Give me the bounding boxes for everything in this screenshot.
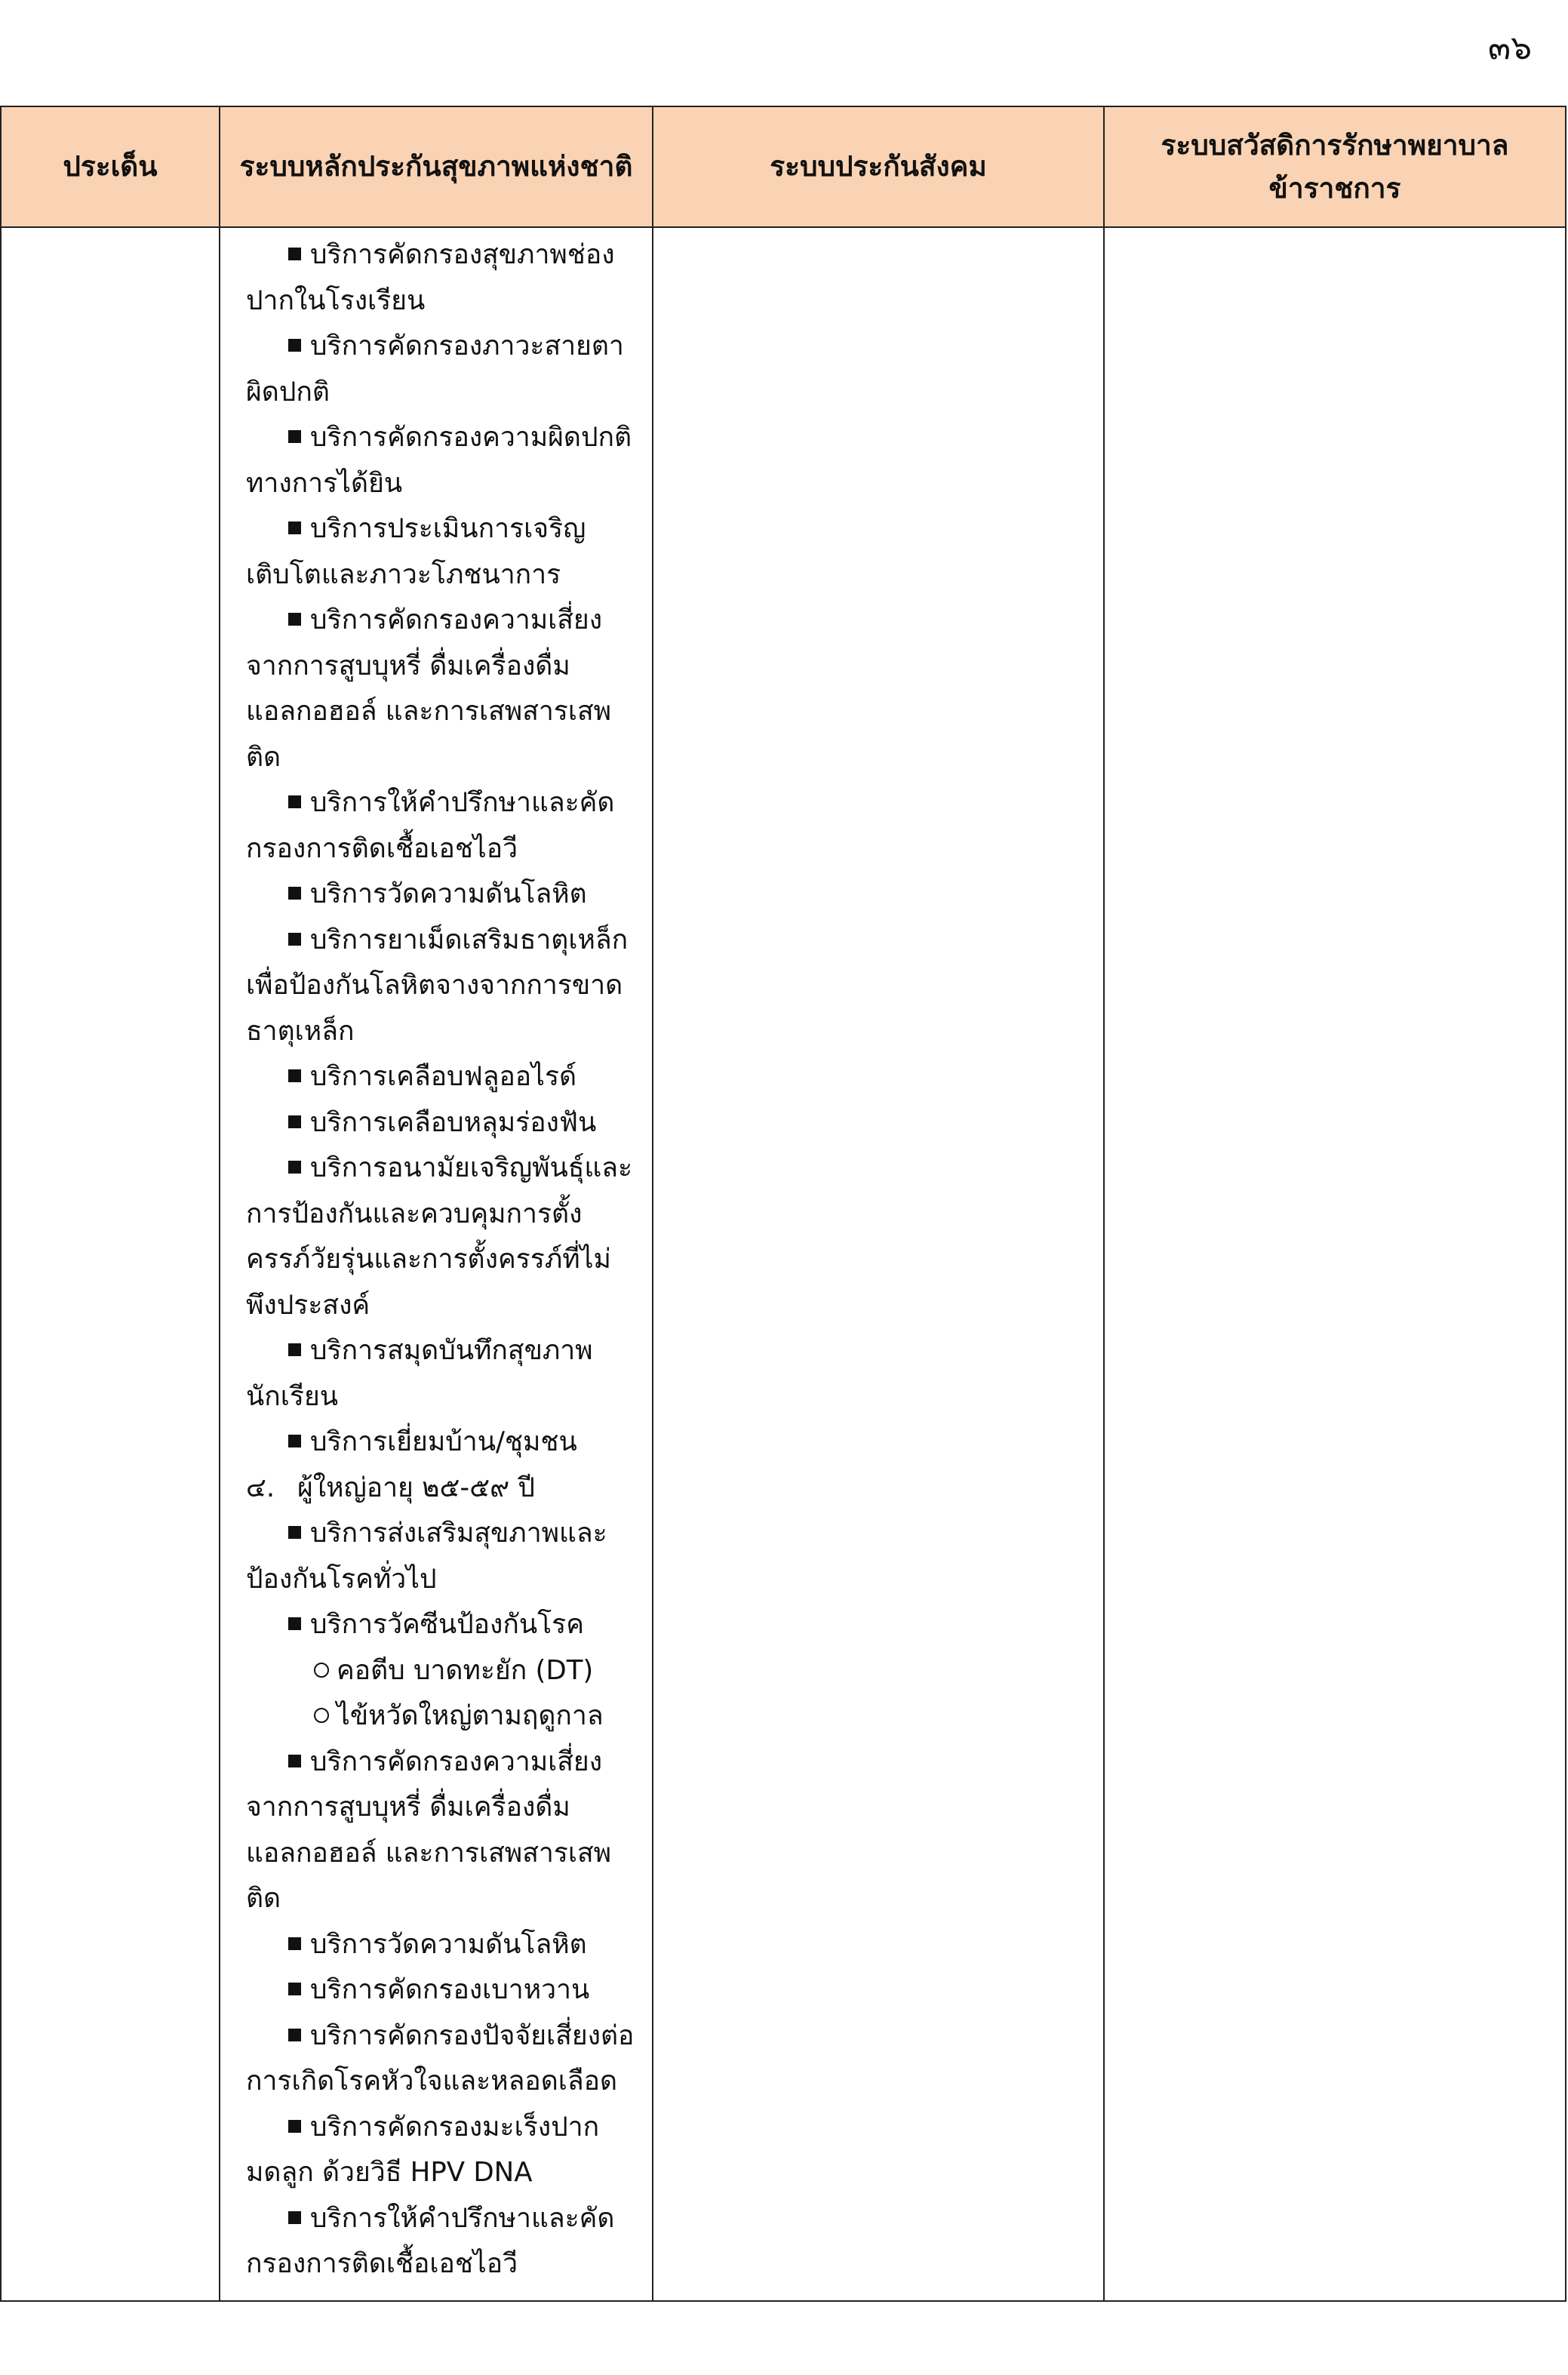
square-bullet-icon bbox=[288, 1161, 301, 1174]
item-text: บริการส่งเสริมสุขภาพและป้องกันโรคทั่วไป bbox=[246, 1518, 607, 1595]
list-item bbox=[246, 415, 638, 506]
square-bullet-icon bbox=[288, 2120, 301, 2133]
header-civil-servant: ระบบสวัสดิการรักษาพยาบาลข้าราชการ bbox=[1104, 106, 1566, 227]
item-text: บริการคัดกรองมะเร็งปากมดลูก ด้วยวิธี HPV DNA bbox=[246, 2111, 600, 2188]
item-text: บริการสมุดบันทึกสุขภาพนักเรียน bbox=[246, 1335, 593, 1412]
item-text: บริการเคลือบฟลูออไรด์ bbox=[310, 1061, 577, 1092]
cell-civil-servant bbox=[1104, 227, 1566, 2301]
item-text: บริการวัดความดันโลหิต bbox=[310, 1928, 587, 1960]
list-item bbox=[246, 1146, 638, 1328]
cell-issue bbox=[1, 227, 220, 2301]
cell-social-security bbox=[653, 227, 1104, 2301]
item-text: บริการวัคซีนป้องกันโรค bbox=[310, 1609, 584, 1640]
square-bullet-icon bbox=[288, 1755, 301, 1767]
square-bullet-icon bbox=[288, 887, 301, 900]
circle-bullet-icon bbox=[314, 1663, 329, 1678]
square-bullet-icon bbox=[288, 1983, 301, 1995]
header-nhso: ระบบหลักประกันสุขภาพแห่งชาติ bbox=[220, 106, 653, 227]
square-bullet-icon bbox=[288, 1069, 301, 1082]
item-text: บริการอนามัยเจริญพันธุ์และการป้องกันและควบคุมการตั้งครรภ์วัยรุ่นและการตั้งครรภ์ที่ไม่พึงประสงค์ bbox=[246, 1152, 633, 1321]
list-item bbox=[246, 1328, 638, 1420]
list-item bbox=[246, 1511, 638, 1602]
item-text: คอตีบ บาดทะยัก (DT) bbox=[337, 1654, 594, 1686]
item-text: บริการคัดกรองความเสี่ยงจากการสูบบุหรี่ ดื่มเครื่องดื่มแอลกอฮอล์ และการเสพสารเสพติด bbox=[246, 605, 612, 773]
table-header-row bbox=[1, 106, 1566, 227]
square-bullet-icon bbox=[288, 1115, 301, 1128]
square-bullet-icon bbox=[288, 1435, 301, 1447]
header-social-security: ระบบประกันสังคม bbox=[653, 106, 1104, 227]
list-item bbox=[246, 598, 638, 780]
list-item bbox=[246, 1602, 638, 1648]
header-issue: ประเด็น bbox=[1, 106, 220, 227]
square-bullet-icon bbox=[288, 613, 301, 626]
list-item bbox=[246, 1967, 638, 2014]
square-bullet-icon bbox=[288, 1343, 301, 1356]
list-item bbox=[246, 1420, 638, 1466]
item-text: บริการวัดความดันโลหิต bbox=[310, 878, 587, 909]
square-bullet-icon bbox=[288, 1937, 301, 1950]
page-number: ๓๖ bbox=[1487, 29, 1532, 67]
heading-number: ๔. bbox=[246, 1472, 275, 1503]
list-item bbox=[246, 1054, 638, 1100]
list-item bbox=[246, 872, 638, 918]
item-text: บริการประเมินการเจริญเติบโตและภาวะโภชนาการ bbox=[246, 513, 586, 590]
item-text: ผู้ใหญ่อายุ ๒๕-๕๙ ปี bbox=[297, 1472, 535, 1503]
sub-list-item bbox=[246, 1694, 638, 1740]
square-bullet-icon bbox=[288, 933, 301, 946]
square-bullet-icon bbox=[288, 2211, 301, 2224]
item-text: บริการให้คำปรึกษาและคัดกรองการติดเชื้อเอชไอวี bbox=[246, 787, 615, 864]
list-item bbox=[246, 232, 638, 324]
square-bullet-icon bbox=[288, 795, 301, 808]
item-text: บริการคัดกรองความผิดปกติทางการได้ยิน bbox=[246, 422, 632, 499]
square-bullet-icon bbox=[288, 1617, 301, 1630]
nhso-service-list bbox=[220, 228, 652, 2287]
list-item bbox=[246, 1740, 638, 1922]
square-bullet-icon bbox=[288, 339, 301, 352]
list-item bbox=[246, 1100, 638, 1146]
list-item bbox=[246, 1922, 638, 1968]
circle-bullet-icon bbox=[314, 1708, 329, 1723]
item-text: บริการคัดกรองความเสี่ยงจากการสูบบุหรี่ ดื่มเครื่องดื่มแอลกอฮอล์ และการเสพสารเสพติด bbox=[246, 1746, 612, 1914]
item-text: บริการคัดกรองปัจจัยเสี่ยงต่อการเกิดโรคหัวใจและหลอดเลือด bbox=[246, 2020, 635, 2097]
item-text: บริการให้คำปรึกษาและคัดกรองการติดเชื้อเอชไอวี bbox=[246, 2202, 615, 2279]
list-item bbox=[246, 2196, 638, 2287]
comparison-table bbox=[0, 106, 1566, 2302]
list-item bbox=[246, 506, 638, 598]
list-item bbox=[246, 918, 638, 1055]
square-bullet-icon bbox=[288, 1526, 301, 1539]
item-text: บริการเยี่ยมบ้าน/ชุมชน bbox=[310, 1426, 577, 1457]
list-item bbox=[246, 2105, 638, 2196]
list-item bbox=[246, 324, 638, 415]
square-bullet-icon bbox=[288, 430, 301, 443]
item-text: บริการยาเม็ดเสริมธาตุเหล็กเพื่อป้องกันโลหิตจางจากการขาดธาตุเหล็ก bbox=[246, 924, 629, 1047]
item-text: บริการเคลือบหลุมร่องฟัน bbox=[310, 1106, 597, 1138]
item-text: บริการคัดกรองเบาหวาน bbox=[310, 1974, 590, 2005]
sub-list-item bbox=[246, 1648, 638, 1694]
item-text: ไข้หวัดใหญ่ตามฤดูกาล bbox=[337, 1700, 604, 1731]
list-item bbox=[246, 2014, 638, 2105]
age-group-heading bbox=[246, 1466, 638, 1512]
cell-nhso bbox=[220, 227, 653, 2301]
table-row bbox=[1, 227, 1566, 2301]
square-bullet-icon bbox=[288, 2029, 301, 2041]
item-text: บริการคัดกรองภาวะสายตาผิดปกติ bbox=[246, 331, 624, 408]
item-text: บริการคัดกรองสุขภาพช่องปากในโรงเรียน bbox=[246, 239, 615, 316]
list-item bbox=[246, 780, 638, 872]
square-bullet-icon bbox=[288, 521, 301, 534]
square-bullet-icon bbox=[288, 248, 301, 260]
